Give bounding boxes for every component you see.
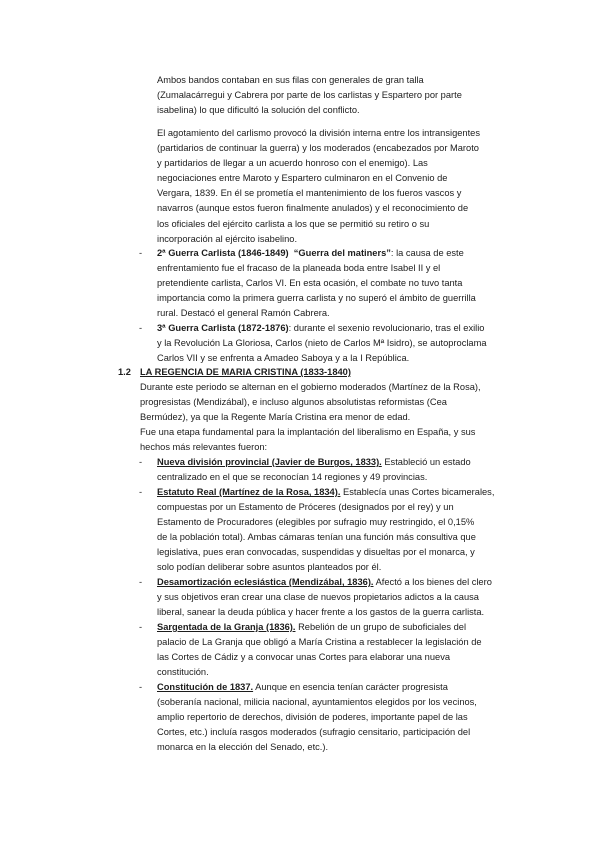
text-line: legislativa, pues eran convocadas, suspendidas y disueltas por el monarca, y <box>157 547 475 558</box>
item-text: : la causa de este <box>390 248 464 258</box>
text-line: El agotamiento del carlismo provocó la división interna entre los intransigentes <box>157 128 480 138</box>
text-line: rural. Destacó el general Ramón Cabrera. <box>157 308 330 319</box>
text-line <box>157 455 471 470</box>
text-line: navarros (aunque estos fueron finalmente anulados) y el reconocimiento de <box>157 203 469 214</box>
bullet-dash: - <box>139 248 143 258</box>
item-title: 3ª Guerra Carlista (1872-1876) <box>157 323 289 333</box>
bullet-dash: - <box>139 457 143 467</box>
text-line <box>157 485 494 500</box>
text-line: y sus objetivos eran crear una clase de nuevos propietarios adictos a la causa <box>157 592 479 603</box>
item-title: Estatuto Real (Martínez de la Rosa, 1834). <box>157 487 341 497</box>
text-line: y la Revolución La Gloriosa, Carlos (nieto de Carlos Mª Isidro), se autoproclama <box>157 338 487 349</box>
text-line <box>157 680 477 695</box>
list-item-division-provincial <box>157 455 471 485</box>
section-lead-paragraph <box>140 425 475 455</box>
text-line: Estamento de Procuradores (elegibles por sufragio muy restringido, el 0,15% <box>157 517 475 528</box>
text-line: monarca en la elección del Senado, etc.). <box>157 742 329 753</box>
item-title: Constitución de 1837. <box>157 682 254 692</box>
bullet-dash: - <box>139 487 143 497</box>
item-title: Desamortización eclesiástica (Mendizábal, 1836). <box>157 577 374 587</box>
intro-paragraph-1 <box>157 73 462 118</box>
bullet-dash: - <box>139 577 143 587</box>
list-item-second-carlist-war <box>157 246 476 321</box>
item-text: Afectó a los bienes del clero <box>373 577 492 587</box>
text-line: negociaciones entre Maroto y Espartero culminaron en el Convenio de <box>157 173 448 184</box>
item-title: Sargentada de la Granja (1836). <box>157 622 296 632</box>
section-title: LA REGENCIA DE MARIA CRISTINA (1833-1840) <box>140 367 351 377</box>
text-line: Ambos bandos contaban en sus filas con generales de gran talla <box>157 75 424 85</box>
text-line: incorporación al ejército isabelino. <box>157 233 298 244</box>
bullet-dash: - <box>139 682 143 692</box>
text-line <box>157 321 487 336</box>
text-line: constitución. <box>157 667 209 678</box>
text-line: Fue una etapa fundamental para la implantación del liberalismo en España, y sus <box>140 427 476 437</box>
list-item-estatuto-real <box>157 485 494 576</box>
text-line: Carlos VII y se enfrenta a Amadeo Saboya y a la I República. <box>157 353 410 364</box>
item-nickname: “Guerra del matiners” <box>293 248 391 258</box>
section-intro-paragraph <box>140 380 481 425</box>
text-line: (partidarios de continuar la guerra) y los moderados (encabezados por Maroto <box>157 143 479 154</box>
item-text: Aunque en esencia tenían carácter progresista <box>253 682 448 692</box>
text-line: hechos más relevantes fueron: <box>140 442 268 453</box>
text-line: importancia como la primera guerra carlista y no superó el ámbito de guerrilla <box>157 293 476 304</box>
text-line: compuestas por un Estamento de Próceres (designados por el rey) y un <box>157 502 454 513</box>
text-line: palacio de La Granja que obligó a María Cristina a restablecer la legislación de <box>157 637 482 648</box>
section-heading <box>118 365 351 380</box>
text-line: progresistas (Mendizábal), e incluso algunos absolutistas reformistas (Cea <box>140 397 447 408</box>
text-line: (Zumalacárregui y Cabrera por parte de los carlistas y Espartero por parte <box>157 90 462 101</box>
text-line: Vergara, 1839. En él se prometía el mantenimiento de los fueros vascos y <box>157 188 462 199</box>
bullet-dash: - <box>139 323 143 333</box>
list-item-desamortizacion <box>157 575 492 620</box>
intro-paragraph-2 <box>157 126 480 247</box>
text-line: las Cortes de Cádiz y a convocar unas Cortes para elaborar una nueva <box>157 652 451 663</box>
text-line: Cortes, etc.) incluía rasgos moderados (sufragio censitario, participación del <box>157 727 471 738</box>
section-number: 1.2 <box>118 367 131 377</box>
text-line <box>157 620 482 635</box>
item-text: : durante el sexenio revolucionario, tras el exilio <box>288 323 485 333</box>
item-text: Estableció un estado <box>381 457 471 467</box>
text-line: amplio repertorio de derechos, división de poderes, importante papel de las <box>157 712 468 723</box>
text-line: liberal, sanear la deuda pública y hacer frente a los gastos de la guerra carlista. <box>157 607 485 618</box>
item-title: Nueva división provincial (Javier de Burgos, 1833). <box>157 457 382 467</box>
text-line: (soberanía nacional, milicia nacional, ayuntamientos elegidos por los vecinos, <box>157 697 477 708</box>
text-line: enfrentamiento fue el fracaso de la planeada boda entre Isabel II y el <box>157 263 441 274</box>
bullet-dash: - <box>139 622 143 632</box>
list-item-sargentada <box>157 620 482 680</box>
text-line: centralizado en el que se reconocían 14 regiones y 49 provincias. <box>157 472 428 483</box>
text-line: Durante este periodo se alternan en el gobierno moderados (Martínez de la Rosa), <box>140 382 481 392</box>
item-text: Rebelión de un grupo de suboficiales del <box>295 622 467 632</box>
text-line: Bermúdez), ya que la Regente María Cristina era menor de edad. <box>140 412 411 423</box>
list-item-third-carlist-war <box>157 321 487 366</box>
text-line <box>157 575 492 590</box>
text-line: pretendiente carlista, Carlos VI. En esta ocasión, el combate no tuvo tanta <box>157 278 463 289</box>
text-line: y partidarios de llegar a un acuerdo honroso con el enemigo). Las <box>157 158 428 169</box>
text-line: de la población total). Ambas cámaras tenían una función más consultiva que <box>157 532 476 543</box>
text-line: solo podían deliberar sobre asuntos planteados por él. <box>157 562 382 573</box>
item-title: 2ª Guerra Carlista (1846-1849) <box>157 248 289 258</box>
text-line: isabelina) lo que dificultó la solución del conflicto. <box>157 105 360 116</box>
text-line: los oficiales del ejército carlista a los que se permitió su retiro o su <box>157 218 430 229</box>
text-line <box>157 246 476 261</box>
list-item-constitucion-1837 <box>157 680 477 755</box>
item-text: Establecía unas Cortes bicamerales, <box>340 487 495 497</box>
